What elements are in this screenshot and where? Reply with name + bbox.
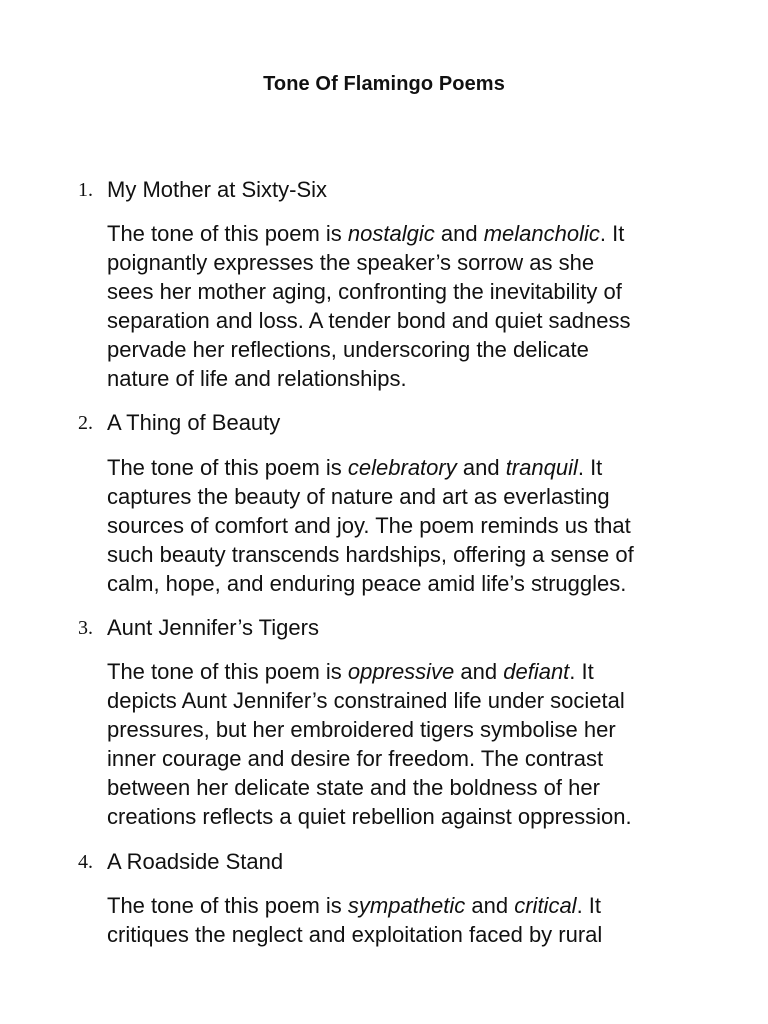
body-line: captures the beauty of nature and art as everlasting xyxy=(107,484,610,509)
intro-text: The tone of this poem is xyxy=(107,659,348,684)
body-line: separation and loss. A tender bond and quiet sadness xyxy=(107,308,631,333)
body-line: such beauty transcends hardships, offering a sense of xyxy=(107,542,634,567)
intro-text: The tone of this poem is xyxy=(107,455,348,480)
tone-word: melancholic xyxy=(483,221,600,246)
item-number: 4. xyxy=(78,851,93,873)
poem-title: My Mother at Sixty-Six xyxy=(107,177,328,202)
intro-text: The tone of this poem is xyxy=(107,893,348,918)
poem-title: A Thing of Beauty xyxy=(107,410,281,435)
tone-description xyxy=(107,891,717,949)
tone-word: oppressive xyxy=(347,659,455,684)
poem-title: Aunt Jennifer’s Tigers xyxy=(107,615,319,640)
tone-word: critical xyxy=(514,893,577,918)
body-line: sees her mother aging, confronting the inevitability of xyxy=(107,279,622,304)
intro-text: and xyxy=(454,659,504,684)
intro-text: . It xyxy=(599,221,625,246)
tone-description xyxy=(107,219,717,393)
intro-text: and xyxy=(456,455,506,480)
page-title: Tone Of Flamingo Poems xyxy=(263,73,505,95)
intro-line xyxy=(107,657,717,686)
tone-description xyxy=(107,453,717,598)
body-line: depicts Aunt Jennifer’s constrained life under societal xyxy=(107,688,625,713)
intro-line xyxy=(107,219,717,248)
tone-word: celebratory xyxy=(347,455,457,480)
tone-description xyxy=(107,657,717,831)
body-line: pressures, but her embroidered tigers symbolise her xyxy=(107,717,616,742)
item-number: 2. xyxy=(78,412,93,434)
body-line: inner courage and desire for freedom. The contrast xyxy=(107,746,604,771)
tone-word: nostalgic xyxy=(347,221,435,246)
intro-text: . It xyxy=(569,659,594,684)
body-line: nature of life and relationships. xyxy=(107,366,407,391)
intro-text: and xyxy=(434,221,484,246)
body-line: between her delicate state and the boldness of her xyxy=(107,775,600,800)
body-line: critiques the neglect and exploitation faced by rural xyxy=(107,922,603,947)
body-line: poignantly expresses the speaker’s sorrow as she xyxy=(107,250,595,275)
intro-text: . It xyxy=(576,893,602,918)
intro-line xyxy=(107,453,717,482)
tone-word: defiant xyxy=(503,659,570,684)
tone-word: sympathetic xyxy=(347,893,466,918)
intro-text: The tone of this poem is xyxy=(107,221,348,246)
body-line: calm, hope, and enduring peace amid life’s struggles. xyxy=(107,571,627,596)
item-number: 1. xyxy=(78,179,93,201)
intro-line xyxy=(107,891,717,920)
tone-word: tranquil xyxy=(505,455,578,480)
body-line: sources of comfort and joy. The poem reminds us that xyxy=(107,513,631,538)
body-line: pervade her reflections, underscoring the delicate xyxy=(107,337,589,362)
poem-title: A Roadside Stand xyxy=(107,849,284,874)
intro-text: . It xyxy=(577,455,603,480)
body-line: creations reflects a quiet rebellion against oppression. xyxy=(107,804,632,829)
intro-text: and xyxy=(465,893,515,918)
item-number: 3. xyxy=(78,617,93,639)
